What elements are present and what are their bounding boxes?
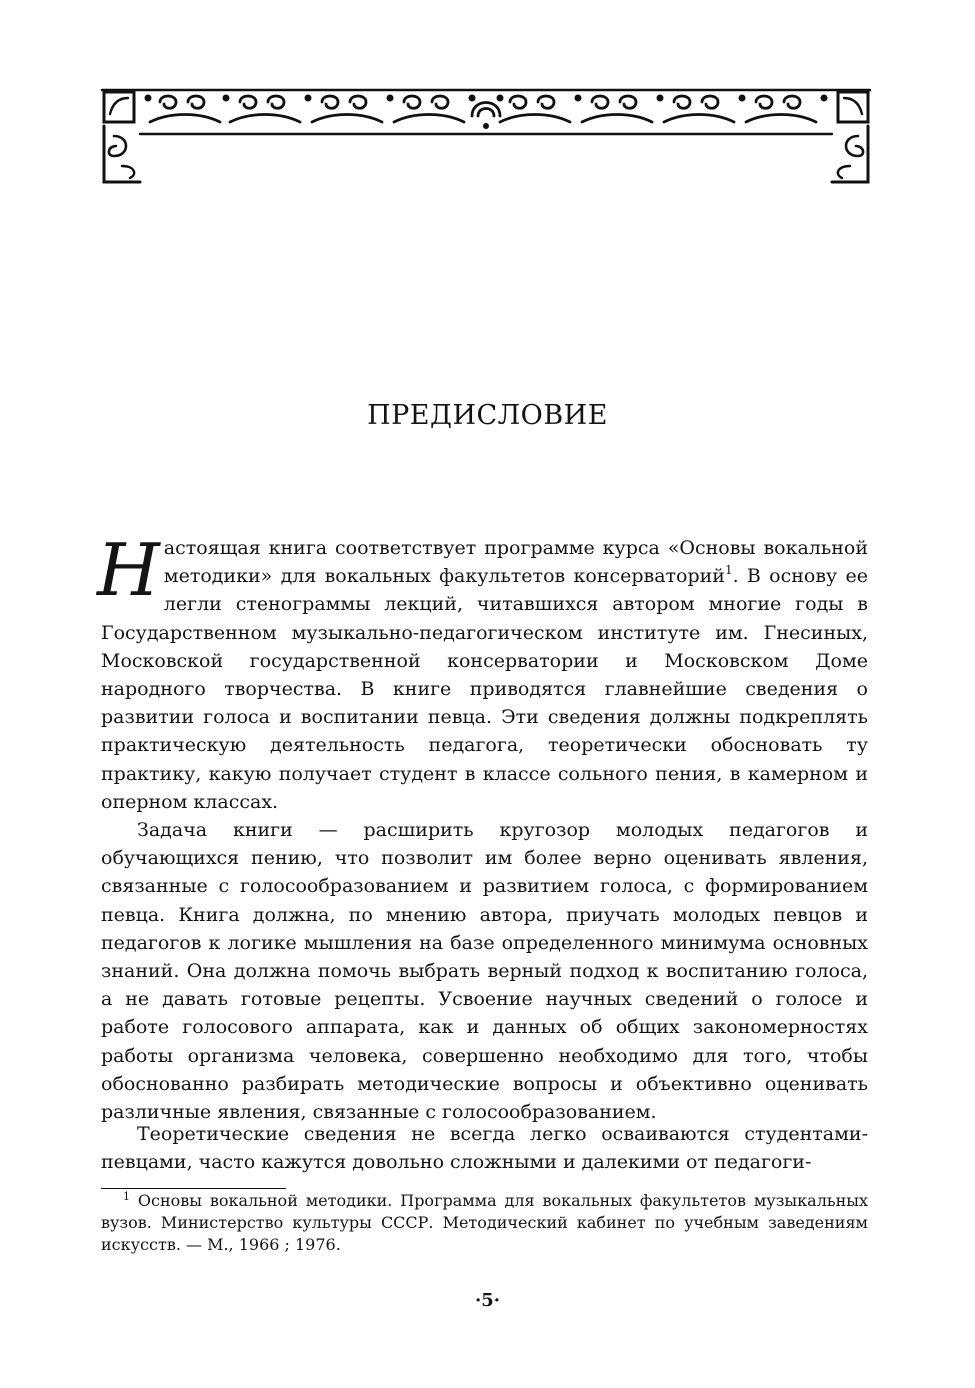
footnote bbox=[101, 1190, 868, 1256]
footnote-reference[interactable]: 1 bbox=[724, 563, 733, 578]
chapter-title: ПРЕДИСЛОВИЕ bbox=[367, 400, 608, 431]
footnote-divider bbox=[101, 1188, 286, 1189]
page-number: ·5· bbox=[474, 1290, 501, 1311]
footnote-text: Основы вокальной методики. Программа для вокальных факультетов музыкальных вузов. Министерство культуры СССР. Методический кабинет по учебным заведениям искусств. — М., 1966 ; 1976. bbox=[101, 1191, 868, 1254]
paragraph-2-text: Задача книги — расширить кругозор молодых педагогов и обучающихся пению, что позволит им более верно оценивать явления, связанные с голосообразованием и развитием голоса, с формированием певца. Книга должна, по мнению автора, приучать молодых певцов и педагогов к логике мышления на базе определенного минимума основных знаний. Она должна помочь выбрать верный подход к воспитанию голоса, а не давать готовые рецепты. Усвоение научных сведений о голосе и работе голосового аппарата, как и данных об общих закономерностях работы организма человека, совершенно необходимо для того, чтобы обоснованно разбирать методические вопросы и объективно оценивать различные явления, связанные с голосообразованием. bbox=[101, 819, 868, 1124]
drop-cap: Н bbox=[97, 528, 160, 612]
paragraph-3 bbox=[101, 1120, 868, 1176]
decorative-header-ornament bbox=[100, 86, 872, 186]
paragraph-1-text-a: астоящая книга соответствует программе курса «Основы вокальной методики» для вокальных факультетов консерваторий bbox=[163, 537, 868, 588]
footnote-mark: 1 bbox=[123, 1190, 130, 1203]
paragraph-1-text-b: . В основу ее легли стенограммы лекций, читавшихся автором многие годы в Государственном музыкально-педагогическом институте им. Гнесиных, Московской государственной консерватории и Московском Доме народного творчества. В книге приводятся главнейшие сведения о развитии голоса и воспитании певца. Эти сведения должны подкреплять практическую деятельность педагога, теоретически обосновать ту практику, какую получает студент в классе сольного пения, в камерном и оперном классах. bbox=[101, 565, 868, 813]
paragraph-1 bbox=[97, 528, 868, 816]
paragraph-2 bbox=[101, 816, 868, 1126]
paragraph-3-text: Теоретические сведения не всегда легко осваиваются студентами-певцами, часто кажутся довольно сложными и далекими от педагоги- bbox=[101, 1123, 868, 1174]
